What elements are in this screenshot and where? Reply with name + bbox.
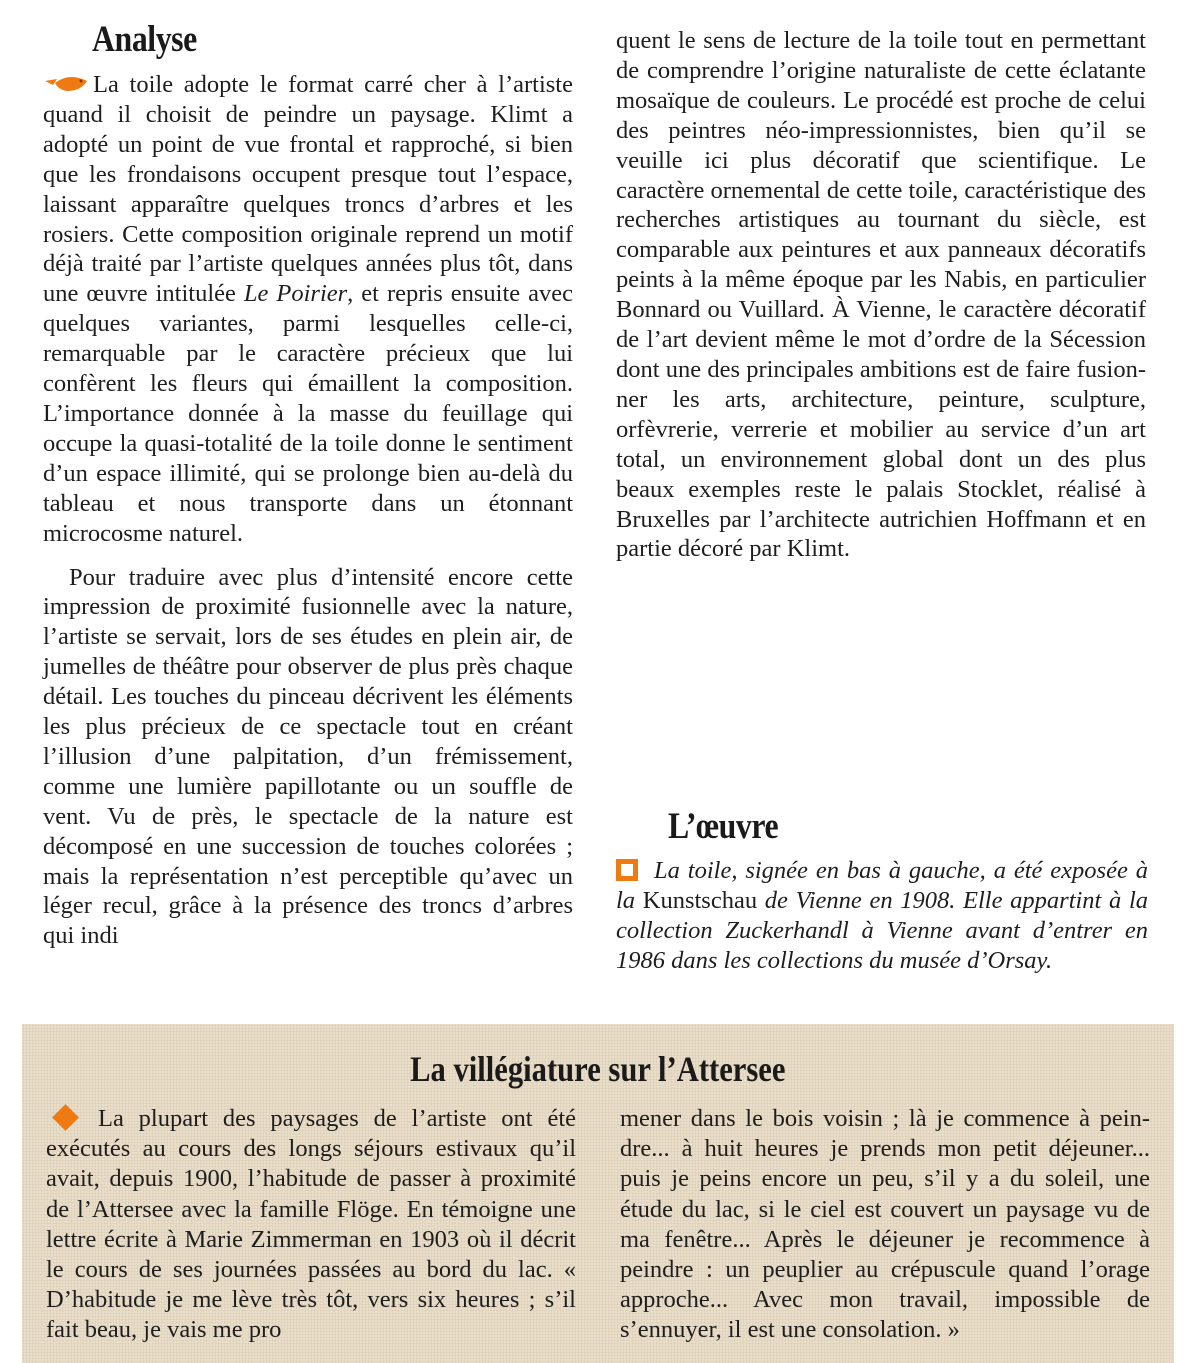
analyse-text-end: , et repris ensuite avec quelques variantes, parmi lesquelles celle-ci, remarquable par le caractère précieux que lui confèrent les fleurs qui émaillent la composition. L’importance donnée à la masse du feuillage qui occupe la quasi-totalité de la toile donne le sentiment d’un espace illimité, qui se prolonge bien au-delà du tableau et nous transporte dans un étonnant microcosme naturel. [43,280,574,547]
analyse-text-start: La toile adopte le format carré cher à l’artiste quand il choisit de peindre un paysage. Klimt a adopté un point de vue frontal et rapproché, si bien que les frondaisons occupent presque tout l’espace, laissant apparaître quelques troncs d’arbres et les rosiers. Cette composition originale reprend un motif déjà traité par l’artiste quelques années plus tôt, dans une œuvre intitulée [43,71,573,308]
analyse-paragraph-1 [43,70,573,549]
inset-text-left [46,1104,576,1346]
right-column [616,26,1146,564]
diamond-bullet-icon [52,1104,78,1130]
inset-box [22,1024,1174,1363]
inset-text-right: mener dans le bois voisin ; là je commence à peindre... à huit heures je prends mon petit déjeuner... puis je peins encore un peu, s’il y a du soleil, une étude du lac, si le ciel est couvert un paysage vu de ma fenêtre... Après le déjeuner je recommence à peindre : un peuplier au crépuscule quand l’orage approche... Avec mon travail, impossible de s’ennuyer, il est une consolation. » [620,1105,1150,1344]
analyse-heading: Analyse [92,19,197,60]
analyse-paragraph-2: Pour traduire avec plus d’intensité encore cette impression de proximité fusionnelle avec la nature, l’artiste se servait, lors de ses études en plein air, de jumelles de théâtre pour observer de plus près chaque détail. Les touches du pinceau décrivent les éléments les plus précieux de ce spectacle tout en créant l’illusion d’une palpitation, d’un frémissement, comme une lumière papillotante ou un souffle de vent. Vu de près, le spectacle de la nature est décomposé en une succession de touches colorées ; mais la représentation n’est perceptible qu’avec un léger recul, grâce à la présence des troncs d’arbres qui indi [43,563,573,950]
inset-title [22,1048,1174,1090]
le-poirier-title: Le Poirier [243,280,348,308]
inset-text-left-body: La plupart des paysages de l’artiste ont été exécutés au cours des longs séjours estivaux qu’il avait, depuis 1900, l’habitude de passer à proximité de l’Attersee avec la famille Flöge. En témoigne une lettre écrite à Marie Zimmerman en 1903 où il décrit le cours de ses journées passées au bord du lac. « D’habitude je me lève très tôt, vers six heures ; s’il fait beau, je vais me pro [46,1105,576,1344]
analyse-paragraph-2-continued: quent le sens de lecture de la toile tout en permettant de comprendre l’origine naturaliste de cette éclatante mosaïque de couleurs. Le procédé est proche de celui des peintres néo-impressionnistes, bien qu’il se veuille ici plus décoratif que scientifique. Le caractère ornemental de cette toile, caractéristique des recherches artistiques au tournant du siècle, est comparable aux peintures et aux panneaux décoratifs peints à la même époque par les Nabis, en particulier Bonnard ou Vuillard. À Vienne, le caractère décoratif de l’art devient même le mot d’ordre de la Sécession dont une des principales ambitions est de faire fusionner les arts, architecture, peinture, sculpture, orfèvrerie, verrerie et mobilier au service d’un art total, un environnement global dont un des plus beaux exemples reste le palais Stocklet, réalisé à Bruxelles par l’architecte autrichien Hoffmann et en partie décoré par Klimt. [616,27,1146,563]
square-bullet-icon [616,859,638,881]
left-column [43,70,573,951]
kunstschau-label: Kunstschau [642,887,758,914]
oeuvre-text-start: La toile, signée en bas à gauche, a été exposée à la [616,857,1148,914]
inset-right-column [620,1104,1150,1346]
oeuvre-paragraph [616,856,1148,976]
oeuvre-heading: L’œuvre [668,806,779,847]
inset-title-text: La villégiature sur l’Attersee [410,1049,786,1089]
oeuvre-text-end: de Vienne en 1908. Elle appartint à la collection Zuckerhandl à Vienne avant d’entrer en 1986 dans les collections du musée d’Orsay. [616,887,1149,974]
fish-bullet-icon [43,72,91,94]
inset-left-column [46,1104,576,1346]
